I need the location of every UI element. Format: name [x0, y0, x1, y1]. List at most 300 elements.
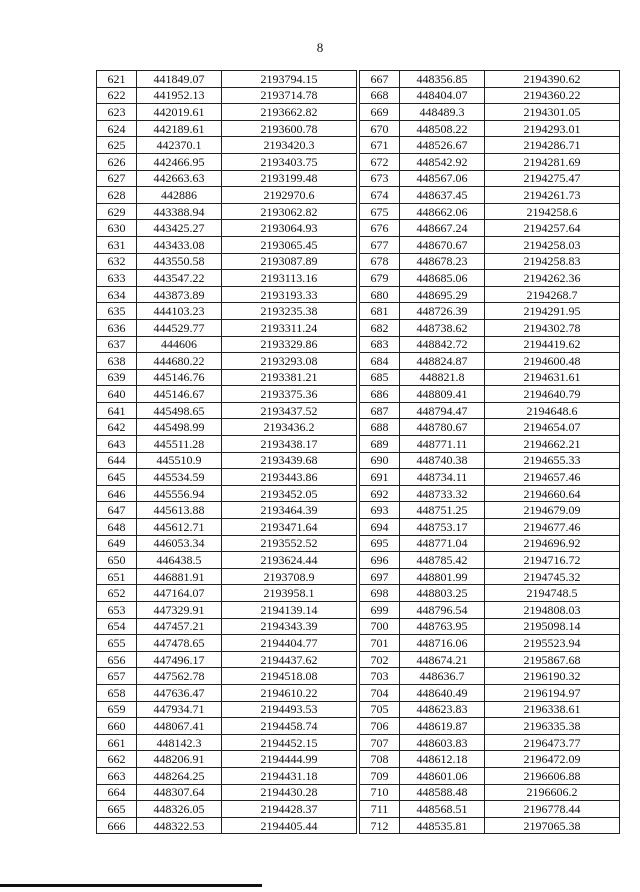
table-row [97, 402, 357, 419]
point-number-cell: 665 [97, 801, 137, 818]
table-row [360, 153, 620, 170]
point-number-cell: 622 [97, 87, 137, 104]
table-row [360, 402, 620, 419]
point-number-cell: 658 [97, 684, 137, 701]
x-coordinate-cell: 448619.87 [400, 718, 485, 735]
table-row [360, 419, 620, 436]
x-coordinate-cell: 447457.21 [137, 618, 222, 635]
table-row [97, 751, 357, 768]
x-coordinate-cell: 448322.53 [137, 817, 222, 834]
table-row [97, 801, 357, 818]
y-coordinate-cell: 2194390.62 [485, 71, 620, 88]
y-coordinate-cell: 2193065.45 [222, 236, 357, 253]
table-row [360, 452, 620, 469]
table-row [97, 153, 357, 170]
y-coordinate-cell: 2193471.64 [222, 519, 357, 536]
point-number-cell: 638 [97, 353, 137, 370]
table-row [360, 353, 620, 370]
point-number-cell: 637 [97, 336, 137, 353]
x-coordinate-cell: 448740.38 [400, 452, 485, 469]
table-row [360, 618, 620, 635]
table-row [360, 602, 620, 619]
point-number-cell: 629 [97, 203, 137, 220]
x-coordinate-cell: 446053.34 [137, 535, 222, 552]
x-coordinate-cell: 443433.08 [137, 236, 222, 253]
point-number-cell: 687 [360, 402, 400, 419]
table-row [97, 535, 357, 552]
y-coordinate-cell: 2194657.46 [485, 469, 620, 486]
table-row [97, 253, 357, 270]
x-coordinate-cell: 444680.22 [137, 353, 222, 370]
point-number-cell: 702 [360, 651, 400, 668]
point-number-cell: 630 [97, 220, 137, 237]
point-number-cell: 639 [97, 369, 137, 386]
x-coordinate-cell: 448771.04 [400, 535, 485, 552]
y-coordinate-cell: 2193662.82 [222, 104, 357, 121]
x-coordinate-cell: 448206.91 [137, 751, 222, 768]
point-number-cell: 707 [360, 734, 400, 751]
table-row [360, 220, 620, 237]
y-coordinate-cell: 2194262.36 [485, 270, 620, 287]
x-coordinate-cell: 445556.94 [137, 485, 222, 502]
x-coordinate-cell: 448612.18 [400, 751, 485, 768]
table-row [97, 369, 357, 386]
point-number-cell: 696 [360, 552, 400, 569]
x-coordinate-cell: 445498.65 [137, 402, 222, 419]
point-number-cell: 661 [97, 734, 137, 751]
point-number-cell: 644 [97, 452, 137, 469]
x-coordinate-cell: 445534.59 [137, 469, 222, 486]
point-number-cell: 675 [360, 203, 400, 220]
y-coordinate-cell: 2194275.47 [485, 170, 620, 187]
x-coordinate-cell: 448751.25 [400, 502, 485, 519]
y-coordinate-cell: 2197065.38 [485, 817, 620, 834]
table-row [97, 120, 357, 137]
y-coordinate-cell: 2193329.86 [222, 336, 357, 353]
y-coordinate-cell: 2194518.08 [222, 668, 357, 685]
coordinates-table-left [96, 70, 357, 834]
y-coordinate-cell: 2193436.2 [222, 419, 357, 436]
point-number-cell: 679 [360, 270, 400, 287]
y-coordinate-cell: 2194360.22 [485, 87, 620, 104]
table-row [97, 270, 357, 287]
point-number-cell: 634 [97, 286, 137, 303]
point-number-cell: 677 [360, 236, 400, 253]
y-coordinate-cell: 2193452.05 [222, 485, 357, 502]
x-coordinate-cell: 448803.25 [400, 585, 485, 602]
x-coordinate-cell: 448796.54 [400, 602, 485, 619]
point-number-cell: 650 [97, 552, 137, 569]
table-row [360, 684, 620, 701]
x-coordinate-cell: 448526.67 [400, 137, 485, 154]
y-coordinate-cell: 2193235.38 [222, 303, 357, 320]
table-row [360, 502, 620, 519]
point-number-cell: 690 [360, 452, 400, 469]
point-number-cell: 708 [360, 751, 400, 768]
y-coordinate-cell: 2193600.78 [222, 120, 357, 137]
point-number-cell: 688 [360, 419, 400, 436]
x-coordinate-cell: 448785.42 [400, 552, 485, 569]
y-coordinate-cell: 2193403.75 [222, 153, 357, 170]
table-row [360, 668, 620, 685]
table-row [97, 485, 357, 502]
page-number: 8 [316, 40, 324, 55]
table-row [360, 817, 620, 834]
point-number-cell: 660 [97, 718, 137, 735]
table-row [360, 270, 620, 287]
point-number-cell: 706 [360, 718, 400, 735]
y-coordinate-cell: 2195098.14 [485, 618, 620, 635]
point-number-cell: 643 [97, 436, 137, 453]
x-coordinate-cell: 448780.67 [400, 419, 485, 436]
y-coordinate-cell: 2196606.88 [485, 767, 620, 784]
x-coordinate-cell: 448404.07 [400, 87, 485, 104]
point-number-cell: 656 [97, 651, 137, 668]
point-number-cell: 701 [360, 635, 400, 652]
table-body [97, 71, 357, 834]
y-coordinate-cell: 2194258.83 [485, 253, 620, 270]
table-row [360, 635, 620, 652]
x-coordinate-cell: 448601.06 [400, 767, 485, 784]
table-row [360, 469, 620, 486]
table-row [360, 535, 620, 552]
point-number-cell: 621 [97, 71, 137, 88]
point-number-cell: 652 [97, 585, 137, 602]
y-coordinate-cell: 2194655.33 [485, 452, 620, 469]
point-number-cell: 625 [97, 137, 137, 154]
y-coordinate-cell: 2194631.61 [485, 369, 620, 386]
y-coordinate-cell: 2193443.86 [222, 469, 357, 486]
point-number-cell: 689 [360, 436, 400, 453]
y-coordinate-cell: 2194258.6 [485, 203, 620, 220]
table-row [360, 734, 620, 751]
point-number-cell: 659 [97, 701, 137, 718]
x-coordinate-cell: 448753.17 [400, 519, 485, 536]
coordinates-table-right [359, 70, 620, 834]
x-coordinate-cell: 448567.06 [400, 170, 485, 187]
x-coordinate-cell: 448695.29 [400, 286, 485, 303]
x-coordinate-cell: 443388.94 [137, 203, 222, 220]
point-number-cell: 705 [360, 701, 400, 718]
table-row [360, 286, 620, 303]
x-coordinate-cell: 448489.3 [400, 104, 485, 121]
x-coordinate-cell: 444529.77 [137, 319, 222, 336]
table-row [97, 71, 357, 88]
y-coordinate-cell: 2194452.15 [222, 734, 357, 751]
x-coordinate-cell: 442019.61 [137, 104, 222, 121]
x-coordinate-cell: 448734.11 [400, 469, 485, 486]
table-row [360, 203, 620, 220]
table-row [360, 585, 620, 602]
table-row [97, 319, 357, 336]
point-number-cell: 632 [97, 253, 137, 270]
table-row [360, 319, 620, 336]
x-coordinate-cell: 441952.13 [137, 87, 222, 104]
table-row [360, 485, 620, 502]
table-row [97, 502, 357, 519]
y-coordinate-cell: 2196338.61 [485, 701, 620, 718]
point-number-cell: 641 [97, 402, 137, 419]
x-coordinate-cell: 445511.28 [137, 436, 222, 453]
y-coordinate-cell: 2194679.09 [485, 502, 620, 519]
y-coordinate-cell: 2194444.99 [222, 751, 357, 768]
x-coordinate-cell: 448763.95 [400, 618, 485, 635]
y-coordinate-cell: 2193439.68 [222, 452, 357, 469]
x-coordinate-cell: 442466.95 [137, 153, 222, 170]
x-coordinate-cell: 446438.5 [137, 552, 222, 569]
point-number-cell: 669 [360, 104, 400, 121]
point-number-cell: 640 [97, 386, 137, 403]
point-number-cell: 654 [97, 618, 137, 635]
y-coordinate-cell: 2194419.62 [485, 336, 620, 353]
y-coordinate-cell: 2194431.18 [222, 767, 357, 784]
y-coordinate-cell: 2196778.44 [485, 801, 620, 818]
table-row [97, 552, 357, 569]
y-coordinate-cell: 2194716.72 [485, 552, 620, 569]
x-coordinate-cell: 448535.81 [400, 817, 485, 834]
x-coordinate-cell: 443550.58 [137, 253, 222, 270]
y-coordinate-cell: 2193714.78 [222, 87, 357, 104]
point-number-cell: 703 [360, 668, 400, 685]
y-coordinate-cell: 2195523.94 [485, 635, 620, 652]
x-coordinate-cell: 448670.67 [400, 236, 485, 253]
point-number-cell: 633 [97, 270, 137, 287]
point-number-cell: 680 [360, 286, 400, 303]
y-coordinate-cell: 2194458.74 [222, 718, 357, 735]
table-body [360, 71, 620, 834]
y-coordinate-cell: 2196194.97 [485, 684, 620, 701]
table-row [360, 436, 620, 453]
x-coordinate-cell: 444606 [137, 336, 222, 353]
y-coordinate-cell: 2195867.68 [485, 651, 620, 668]
y-coordinate-cell: 2194257.64 [485, 220, 620, 237]
point-number-cell: 657 [97, 668, 137, 685]
x-coordinate-cell: 447934.71 [137, 701, 222, 718]
x-coordinate-cell: 446881.91 [137, 568, 222, 585]
x-coordinate-cell: 444103.23 [137, 303, 222, 320]
x-coordinate-cell: 442663.63 [137, 170, 222, 187]
table-row [360, 784, 620, 801]
point-number-cell: 709 [360, 767, 400, 784]
point-number-cell: 672 [360, 153, 400, 170]
table-row [97, 784, 357, 801]
y-coordinate-cell: 2193381.21 [222, 369, 357, 386]
y-coordinate-cell: 2196473.77 [485, 734, 620, 751]
table-row [360, 767, 620, 784]
table-row [360, 170, 620, 187]
y-coordinate-cell: 2193375.36 [222, 386, 357, 403]
table-row [97, 684, 357, 701]
x-coordinate-cell: 443547.22 [137, 270, 222, 287]
x-coordinate-cell: 448264.25 [137, 767, 222, 784]
table-row [97, 187, 357, 204]
y-coordinate-cell: 2194293.01 [485, 120, 620, 137]
table-row [97, 585, 357, 602]
point-number-cell: 666 [97, 817, 137, 834]
y-coordinate-cell: 2194261.73 [485, 187, 620, 204]
table-row [360, 519, 620, 536]
y-coordinate-cell: 2196472.09 [485, 751, 620, 768]
point-number-cell: 685 [360, 369, 400, 386]
point-number-cell: 711 [360, 801, 400, 818]
x-coordinate-cell: 448568.51 [400, 801, 485, 818]
point-number-cell: 683 [360, 336, 400, 353]
point-number-cell: 697 [360, 568, 400, 585]
x-coordinate-cell: 448821.8 [400, 369, 485, 386]
point-number-cell: 681 [360, 303, 400, 320]
point-number-cell: 712 [360, 817, 400, 834]
table-row [97, 452, 357, 469]
x-coordinate-cell: 448142.3 [137, 734, 222, 751]
x-coordinate-cell: 447329.91 [137, 602, 222, 619]
y-coordinate-cell: 2193794.15 [222, 71, 357, 88]
point-number-cell: 668 [360, 87, 400, 104]
y-coordinate-cell: 2193958.1 [222, 585, 357, 602]
table-row [360, 718, 620, 735]
x-coordinate-cell: 445613.88 [137, 502, 222, 519]
y-coordinate-cell: 2193062.82 [222, 203, 357, 220]
x-coordinate-cell: 448801.99 [400, 568, 485, 585]
y-coordinate-cell: 2193193.33 [222, 286, 357, 303]
point-number-cell: 710 [360, 784, 400, 801]
table-row [97, 651, 357, 668]
point-number-cell: 662 [97, 751, 137, 768]
point-number-cell: 699 [360, 602, 400, 619]
y-coordinate-cell: 2194258.03 [485, 236, 620, 253]
point-number-cell: 700 [360, 618, 400, 635]
x-coordinate-cell: 448637.45 [400, 187, 485, 204]
table-row [360, 386, 620, 403]
table-row [97, 668, 357, 685]
table-row [97, 568, 357, 585]
y-coordinate-cell: 2194600.48 [485, 353, 620, 370]
y-coordinate-cell: 2194268.7 [485, 286, 620, 303]
table-row [97, 701, 357, 718]
x-coordinate-cell: 448842.72 [400, 336, 485, 353]
point-number-cell: 704 [360, 684, 400, 701]
y-coordinate-cell: 2194696.92 [485, 535, 620, 552]
table-row [97, 618, 357, 635]
x-coordinate-cell: 447496.17 [137, 651, 222, 668]
point-number-cell: 674 [360, 187, 400, 204]
x-coordinate-cell: 445498.99 [137, 419, 222, 436]
y-coordinate-cell: 2196335.38 [485, 718, 620, 735]
x-coordinate-cell: 442189.61 [137, 120, 222, 137]
y-coordinate-cell: 2194139.14 [222, 602, 357, 619]
point-number-cell: 693 [360, 502, 400, 519]
x-coordinate-cell: 448667.24 [400, 220, 485, 237]
x-coordinate-cell: 445146.67 [137, 386, 222, 403]
y-coordinate-cell: 2194281.69 [485, 153, 620, 170]
table-row [97, 734, 357, 751]
point-number-cell: 664 [97, 784, 137, 801]
x-coordinate-cell: 448508.22 [400, 120, 485, 137]
x-coordinate-cell: 447164.07 [137, 585, 222, 602]
point-number-cell: 686 [360, 386, 400, 403]
point-number-cell: 648 [97, 519, 137, 536]
point-number-cell: 655 [97, 635, 137, 652]
table-row [97, 137, 357, 154]
point-number-cell: 682 [360, 319, 400, 336]
point-number-cell: 676 [360, 220, 400, 237]
table-row [360, 336, 620, 353]
y-coordinate-cell: 2194648.6 [485, 402, 620, 419]
y-coordinate-cell: 2193113.16 [222, 270, 357, 287]
table-row [360, 187, 620, 204]
table-row [360, 801, 620, 818]
table-row [360, 137, 620, 154]
x-coordinate-cell: 445146.76 [137, 369, 222, 386]
x-coordinate-cell: 448636.7 [400, 668, 485, 685]
point-number-cell: 695 [360, 535, 400, 552]
table-row [97, 104, 357, 121]
table-row [360, 87, 620, 104]
point-number-cell: 624 [97, 120, 137, 137]
x-coordinate-cell: 448733.32 [400, 485, 485, 502]
point-number-cell: 628 [97, 187, 137, 204]
point-number-cell: 671 [360, 137, 400, 154]
x-coordinate-cell: 448356.85 [400, 71, 485, 88]
table-row [97, 236, 357, 253]
point-number-cell: 663 [97, 767, 137, 784]
table-row [97, 817, 357, 834]
x-coordinate-cell: 448726.39 [400, 303, 485, 320]
x-coordinate-cell: 448623.83 [400, 701, 485, 718]
x-coordinate-cell: 448771.11 [400, 436, 485, 453]
point-number-cell: 626 [97, 153, 137, 170]
y-coordinate-cell: 2193464.39 [222, 502, 357, 519]
x-coordinate-cell: 448326.05 [137, 801, 222, 818]
table-row [97, 519, 357, 536]
point-number-cell: 635 [97, 303, 137, 320]
y-coordinate-cell: 2194428.37 [222, 801, 357, 818]
bottom-rule [0, 884, 262, 887]
table-row [97, 170, 357, 187]
table-row [360, 236, 620, 253]
table-row [97, 303, 357, 320]
table-row [97, 220, 357, 237]
table-row [360, 71, 620, 88]
x-coordinate-cell: 447478.65 [137, 635, 222, 652]
y-coordinate-cell: 2196606.2 [485, 784, 620, 801]
y-coordinate-cell: 2193293.08 [222, 353, 357, 370]
point-number-cell: 651 [97, 568, 137, 585]
y-coordinate-cell: 2193420.3 [222, 137, 357, 154]
x-coordinate-cell: 441849.07 [137, 71, 222, 88]
table-row [97, 635, 357, 652]
x-coordinate-cell: 448067.41 [137, 718, 222, 735]
y-coordinate-cell: 2194745.32 [485, 568, 620, 585]
point-number-cell: 653 [97, 602, 137, 619]
x-coordinate-cell: 445510.9 [137, 452, 222, 469]
y-coordinate-cell: 2194404.77 [222, 635, 357, 652]
x-coordinate-cell: 448307.64 [137, 784, 222, 801]
point-number-cell: 645 [97, 469, 137, 486]
y-coordinate-cell: 2194286.71 [485, 137, 620, 154]
table-row [97, 353, 357, 370]
y-coordinate-cell: 2194654.07 [485, 419, 620, 436]
x-coordinate-cell: 448603.83 [400, 734, 485, 751]
point-number-cell: 673 [360, 170, 400, 187]
table-row [97, 436, 357, 453]
x-coordinate-cell: 448674.21 [400, 651, 485, 668]
table-row [97, 386, 357, 403]
table-row [360, 568, 620, 585]
point-number-cell: 691 [360, 469, 400, 486]
x-coordinate-cell: 448588.48 [400, 784, 485, 801]
x-coordinate-cell: 448640.49 [400, 684, 485, 701]
table-row [360, 303, 620, 320]
